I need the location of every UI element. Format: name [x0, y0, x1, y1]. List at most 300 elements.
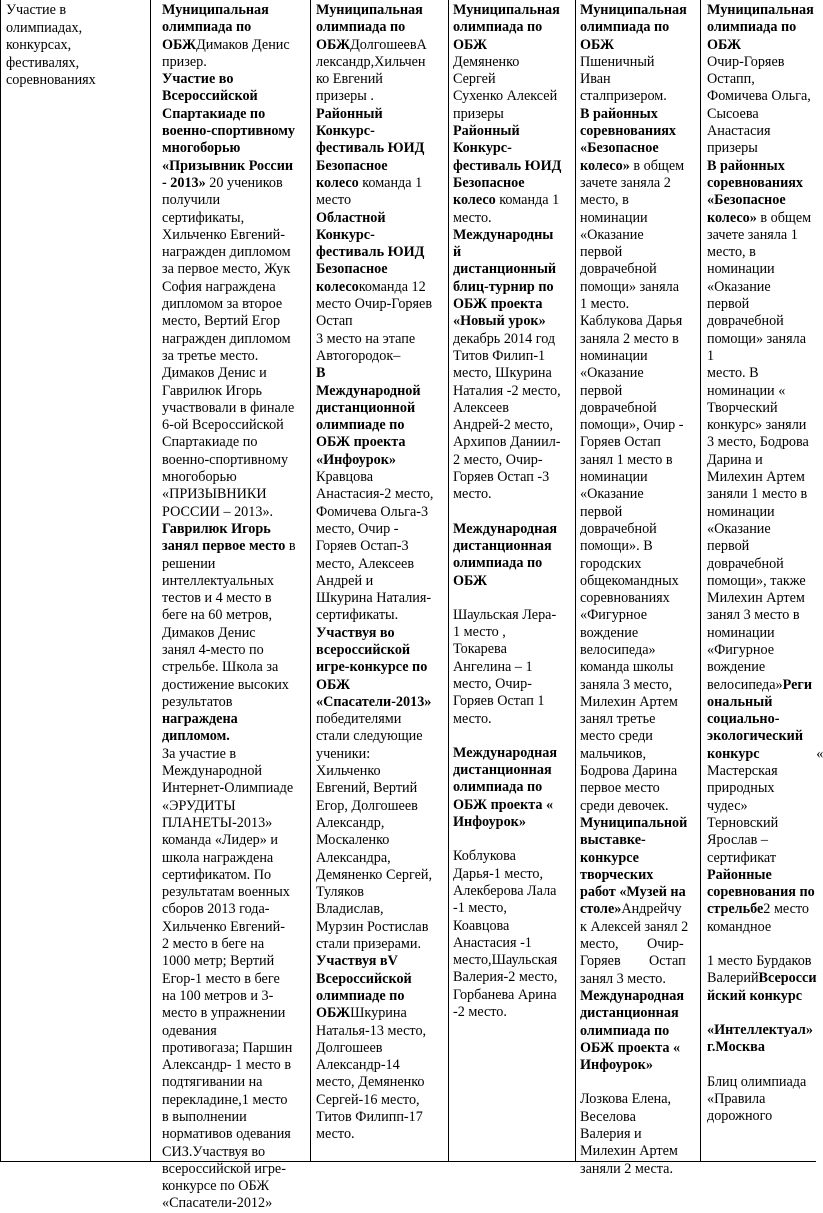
bold-text: олимпиада по [453, 555, 543, 572]
cell-text-line [580, 210, 698, 227]
cell-text-line [580, 486, 698, 503]
text: занял 3 место. [580, 970, 666, 987]
cell-text-line [580, 590, 698, 607]
text: результатам военных [162, 884, 290, 901]
cell-text-line [707, 711, 816, 728]
cell-text-line [316, 573, 446, 590]
text: Димаков Денис [162, 624, 256, 641]
cell-text-line [316, 1040, 446, 1057]
text: «Оказание первой [707, 520, 771, 555]
bold-text: Областной [316, 209, 386, 226]
text: команда «Лидер» и [162, 832, 278, 849]
text: Хильченко Евгений- [162, 226, 285, 243]
paragraph-gap [707, 1005, 816, 1022]
text: Творческий [707, 399, 778, 416]
cell-text-line [162, 642, 308, 659]
cell-text-line [316, 988, 446, 1005]
cell-text-line [707, 1091, 816, 1108]
text: беге на 60 метров, [162, 607, 273, 624]
cell-text-line [453, 883, 575, 900]
cell-text-line [316, 936, 446, 953]
cell-text-line [162, 625, 308, 642]
cell-text-line [453, 192, 575, 209]
cell-text-line [316, 642, 446, 659]
cell-text-line [162, 19, 308, 36]
bold-text: В [316, 365, 326, 382]
text: Коавцова [453, 917, 510, 934]
text: первой [580, 503, 623, 520]
cell-text-line [707, 728, 816, 745]
text: Шаульская Лера- [453, 606, 557, 623]
cell-text-line [316, 365, 446, 382]
text: перекладине,1 место [162, 1091, 288, 1108]
bold-text: ОБЖ [707, 36, 742, 53]
text: мальчиков, [580, 745, 647, 762]
text: природных [707, 780, 775, 797]
cell-text-line [707, 2, 816, 19]
text: противогаза; Паршин [162, 1039, 293, 1056]
text: Валерий [707, 970, 759, 987]
bold-text: ОБЖ [316, 1005, 351, 1022]
text: «Правила [707, 1090, 766, 1107]
cell-text-line [707, 798, 816, 815]
cell-text-line [162, 158, 308, 175]
cell-text-line [580, 798, 698, 815]
cell-text-line [707, 279, 816, 314]
text: сертификаты, [162, 209, 245, 226]
cell-text-line [453, 987, 575, 1004]
text: первой [580, 382, 623, 399]
cell-text-line [162, 365, 308, 382]
cell-text-line [453, 331, 575, 348]
paragraph-gap [580, 1074, 698, 1091]
cell-text-line [162, 763, 308, 780]
row-heading-cell [6, 2, 148, 90]
cell-text-line [453, 123, 575, 140]
bold-text: Участвуя во [316, 624, 395, 641]
text: стали следующие [316, 728, 423, 745]
cell-text-line [707, 642, 816, 659]
cell-text-line [162, 261, 308, 278]
cell-text-line [453, 2, 575, 19]
cell-text-line [316, 971, 446, 988]
cell-text-line [453, 797, 575, 814]
cell-text-line [162, 175, 308, 192]
cell-text-line [162, 486, 308, 503]
cell-text-line [580, 227, 698, 244]
text: Горяев Остап [580, 953, 686, 970]
text: Сухенко Алексей [453, 88, 558, 105]
cell-text-line [316, 919, 446, 936]
bold-text: Всероссийской [162, 88, 258, 105]
column-divider [310, 0, 311, 1162]
text: помощи». В [580, 538, 653, 555]
cell-text-line [707, 970, 816, 987]
cell-text-line [162, 953, 308, 970]
text: Спартакиаде по [162, 434, 258, 451]
cell-text-line [580, 1126, 698, 1143]
cell-text-line [707, 210, 816, 227]
text: к Алексей занял 2 [580, 918, 689, 935]
text: Фомичева Ольга-3 [316, 503, 429, 520]
cell-text-line [316, 677, 446, 694]
column-divider [700, 0, 701, 1162]
cell-text-line [316, 538, 446, 555]
table-cell-achievements-3 [453, 2, 575, 1021]
text: место. [453, 209, 492, 226]
cell-text-line [453, 469, 575, 486]
cell-text-line [162, 244, 308, 261]
text: номинации [580, 347, 648, 364]
text: команда школы [580, 659, 674, 676]
cell-text-line [707, 625, 816, 642]
text: Алексеев [453, 399, 509, 416]
cell-text-line [162, 434, 308, 451]
cell-text-line [453, 365, 575, 382]
cell-text-line [316, 296, 446, 313]
cell-text-line [580, 313, 698, 330]
text: командное [707, 918, 772, 935]
cell-text-line [162, 677, 308, 694]
bold-text: экологический [707, 728, 803, 745]
text: занял 3 место в [707, 607, 800, 624]
cell-text-line [453, 175, 575, 192]
cell-text-line [162, 140, 308, 157]
cell-text-line [162, 780, 308, 797]
cell-text-line [580, 244, 698, 261]
cell-text-line [707, 158, 816, 175]
cell-text-line [580, 746, 698, 763]
text: Наталья-13 место, [316, 1022, 427, 1039]
paragraph-gap [707, 936, 816, 953]
cell-text-line [707, 1039, 816, 1056]
text: Горяев Остап 1 [453, 693, 545, 710]
text: дорожного [707, 1108, 773, 1125]
bold-text: Районный [316, 105, 383, 122]
cell-text-line [707, 901, 816, 918]
cell-text-line [316, 158, 446, 175]
bold-text: ОБЖ [162, 36, 197, 53]
cell-text-line [580, 521, 698, 538]
cell-text-line [316, 953, 446, 970]
text: Пшеничный [580, 53, 655, 70]
cell-text-line [316, 728, 446, 745]
cell-text-line [707, 123, 816, 140]
bold-text: олимпиада по [453, 779, 543, 796]
bold-text: ОБЖ проекта [316, 434, 406, 451]
bold-text: Конкурс- [316, 226, 375, 243]
text: Валерия и [580, 1126, 642, 1142]
cell-text-line [580, 1040, 698, 1057]
bold-text: Всероссийской [316, 970, 412, 987]
bold-text: Муниципальная [316, 2, 423, 18]
cell-text-line [162, 884, 308, 901]
text: 2 место [763, 901, 809, 918]
text: награжден дипломом [162, 244, 291, 261]
text: военно-спортивному [162, 451, 289, 468]
text: призеры [707, 140, 758, 157]
text: место, Очир- [453, 675, 532, 692]
cell-text-line [162, 417, 308, 434]
text: место. В [707, 365, 759, 382]
text: Сысоева [707, 105, 759, 122]
cell-text-line [316, 106, 446, 123]
bold-text: Гаврилюк Игорь [162, 520, 271, 537]
text: помощи» заняла 1 [707, 330, 807, 364]
bold-text: Инфоурок» [453, 814, 526, 831]
table-cell-achievements-1 [162, 2, 308, 1213]
cell-text-line [316, 313, 446, 330]
text: номинации [707, 624, 775, 641]
text: доврачебной [580, 261, 657, 278]
cell-text-line [453, 313, 575, 330]
bold-text: Международная [453, 744, 558, 761]
cell-text-line [316, 1023, 446, 1040]
text: Титов Филипп-17 [316, 1109, 423, 1125]
text: Андрей и [316, 572, 374, 589]
bold-text: олимпиада по [580, 1022, 670, 1039]
cell-text-line [580, 901, 698, 918]
cell-text-line: фестивалях, [6, 54, 80, 71]
cell-text-line [316, 711, 446, 728]
cell-text-line [162, 2, 308, 19]
text: Веселова [580, 1108, 636, 1125]
text: место среди [580, 728, 653, 745]
cell-text-line [162, 694, 308, 711]
cell-text-line [580, 728, 698, 745]
text: результатов [162, 693, 233, 710]
cell-text-line [453, 848, 575, 865]
cell-text-line [453, 279, 575, 296]
bold-text: Безопасное [316, 157, 388, 174]
cell-text-line [316, 19, 446, 36]
text: призеры [453, 105, 504, 122]
column-divider [448, 0, 449, 1162]
text: Терновский [707, 814, 779, 831]
cell-text-line [580, 469, 698, 486]
text: Андрейчу [621, 901, 682, 918]
cell-text-line [162, 1144, 308, 1161]
cell-text-line [162, 1040, 308, 1057]
cell-text-line [580, 348, 698, 365]
bold-text: ональный [707, 693, 773, 710]
cell-text-line [316, 54, 446, 71]
bold-text: военно-спортивному [162, 123, 295, 140]
text: сертификаты. [316, 607, 399, 624]
cell-text-line [162, 850, 308, 867]
bold-text: ОБЖ [580, 36, 615, 53]
cell-text-line [316, 348, 446, 365]
cell-text-line [316, 400, 446, 417]
cell-text-line [580, 106, 698, 123]
cell-text-line [453, 244, 575, 261]
cell-text-line [162, 1195, 308, 1212]
bold-text: «Инфоурок» [316, 451, 397, 468]
text: Милехин Артем [707, 590, 805, 607]
text: помощи», Очир - [580, 417, 684, 434]
text: место, Очир - [316, 520, 399, 537]
text: заняли 1 место в [707, 486, 808, 503]
text: доврачебной [707, 555, 784, 572]
bold-text: столе» [580, 901, 622, 918]
cell-text-line [162, 901, 308, 918]
paragraph-gap [453, 590, 575, 607]
table-cell-achievements-5 [707, 2, 823, 1125]
cell-text-line: конкурсах, [6, 37, 72, 54]
cell-text-line [316, 625, 446, 642]
cell-text-line [316, 1074, 446, 1091]
table-cell-achievements-2 [316, 2, 446, 1144]
text: Токарева [453, 641, 507, 658]
bold-text: выставке- [580, 832, 646, 849]
cell-text-line [453, 37, 575, 54]
text: «ЭРУДИТЫ [162, 797, 236, 814]
text: помощи» заняла [580, 278, 680, 295]
text: Димаков Денис [196, 36, 290, 53]
bold-text: олимпиада по [162, 19, 252, 36]
text: награжден дипломом [162, 330, 291, 347]
cell-text-line [162, 521, 308, 538]
text: дипломом за второе [162, 296, 283, 313]
cell-text-line [707, 88, 816, 105]
text: место Очир-Горяев [316, 296, 433, 313]
cell-text-line [162, 452, 308, 469]
cell-text-line [162, 1074, 308, 1091]
cell-text-line [707, 331, 816, 366]
cell-text-line [162, 331, 308, 348]
cell-text-line [162, 210, 308, 227]
cell-text-line [453, 521, 575, 538]
cell-text-line [453, 261, 575, 278]
cell-text-line [162, 400, 308, 417]
table-border-left [0, 0, 1, 1162]
text: сертификатом. По [162, 866, 272, 883]
cell-text-line [453, 296, 575, 313]
cell-text-line [707, 867, 816, 884]
text: стрельбе. Школа за [162, 659, 279, 676]
text: место, Демяненко [316, 1074, 425, 1091]
text: достижение высоких [162, 676, 289, 693]
text: «Оказание первой [707, 278, 771, 313]
text: Владислав, [316, 901, 384, 918]
cell-text-line [316, 175, 446, 192]
text: Хильченко Евгений- [162, 918, 285, 935]
cell-text-line [162, 798, 308, 815]
cell-text-line [162, 538, 308, 555]
cell-text-line [580, 832, 698, 849]
bold-text: дистанционная [453, 762, 552, 779]
cell-text-line [707, 1074, 816, 1091]
text: «Спасатели-2012» [162, 1195, 273, 1212]
text: в выполнении [162, 1109, 247, 1125]
cell-text-line [316, 1005, 446, 1022]
cell-text-line [316, 798, 446, 815]
text: получили [162, 192, 221, 209]
text: Ангелина – 1 [453, 658, 533, 675]
cell-text-line [580, 158, 698, 175]
cell-text-line [453, 140, 575, 157]
cell-text-line [580, 694, 698, 711]
cell-text-line [580, 1109, 698, 1126]
cell-text-line [316, 88, 446, 105]
cell-text-line [580, 296, 698, 313]
cell-text-line [162, 1023, 308, 1040]
text: Архипов Даниил- [453, 434, 561, 451]
cell-text-line [162, 919, 308, 936]
bold-text: конкурс [707, 745, 760, 762]
cell-text-line [580, 659, 698, 676]
text: интеллектуальных [162, 572, 274, 589]
text: сборов 2013 года- [162, 901, 270, 918]
bold-text: дистанционная [453, 537, 552, 554]
cell-text-line [707, 850, 816, 867]
cell-text-line [162, 192, 308, 209]
text: Милехин Артем [580, 1143, 678, 1160]
cell-text-line [453, 88, 575, 105]
text: «Фигурное [707, 641, 775, 658]
text: номинации [580, 209, 648, 226]
text: Анастасия -1 [453, 934, 532, 951]
text: место, Вертий Егор [162, 313, 281, 330]
text: Сергей [453, 71, 496, 88]
cell-text-line [707, 504, 816, 521]
cell-text-line [707, 452, 816, 469]
text: « [759, 745, 823, 762]
text: Александр, [316, 814, 385, 831]
text: на 100 метров и 3- [162, 987, 274, 1004]
text: сертификат [707, 849, 777, 866]
cell-text-line [453, 693, 575, 710]
text: Милехин Артем [707, 469, 805, 486]
text: вождение [707, 659, 766, 676]
cell-text-line [453, 779, 575, 796]
cell-text-line [162, 1109, 308, 1126]
cell-text-line [316, 71, 446, 88]
text: вождение [580, 624, 639, 641]
column-divider [150, 0, 151, 1162]
cell-text-line [707, 1108, 816, 1125]
text: школа награждена [162, 849, 274, 866]
text: первой [580, 244, 623, 261]
cell-text-line [580, 642, 698, 659]
text: место. [453, 710, 492, 727]
cell-text-line [580, 953, 698, 970]
text: заняла 2 место в [580, 330, 679, 347]
cell-text-line [162, 815, 308, 832]
cell-text-line [580, 867, 698, 884]
cell-text-line [453, 1004, 575, 1021]
cell-text-line: олимпиадах, [6, 19, 83, 36]
cell-text-line [580, 88, 698, 105]
text: Каблукова Дарья [580, 313, 683, 330]
cell-text-line [316, 227, 446, 244]
bold-text: Районные [707, 866, 772, 883]
cell-text-line [580, 1057, 698, 1074]
text: Александр-14 [316, 1057, 400, 1074]
cell-text-line [580, 1091, 698, 1108]
text: соревнованиях [580, 590, 670, 607]
bold-text: многоборью [162, 140, 241, 157]
cell-text-line [316, 383, 446, 400]
text: ДолгошеевА [350, 36, 427, 53]
paragraph-gap [453, 831, 575, 848]
cell-text-line [453, 417, 575, 434]
cell-text-line [316, 452, 446, 469]
bold-text: «Безопасное [707, 192, 786, 209]
cell-text-line [316, 850, 446, 867]
text: среди девочек. [580, 797, 669, 814]
text: РОССИИ – 2013». [162, 503, 274, 520]
